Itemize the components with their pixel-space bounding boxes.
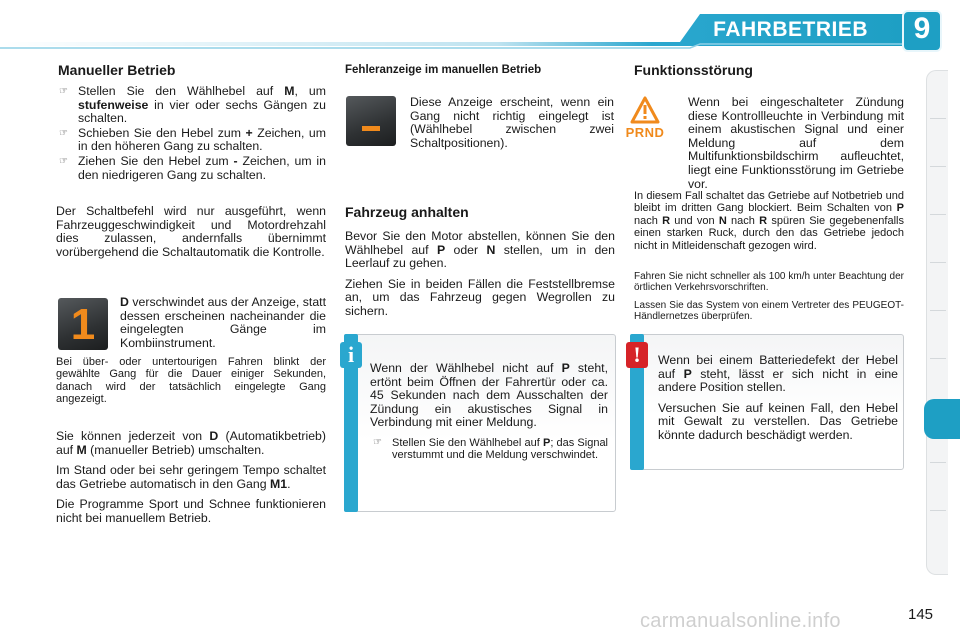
tab-divider: [930, 118, 946, 119]
pointing-hand-icon: ☞: [59, 155, 68, 167]
emergency-mode-text: In diesem Fall schaltet das Getriebe auf Notbetrieb und bleibt im dritten Gang blockiert. Beim Schalten von P nach R und von N nach R spüren Sie gegebenenfalls einen starken Ruck, durch den das Getriebe jedoch nicht in Mitleidenschaft gezogen wird.: [634, 190, 904, 252]
heading-stop-vehicle: Fahrzeug anhalten: [345, 204, 469, 220]
list-item: ☞ Schieben Sie den Hebel zum + Zeichen, um in den höheren Gang zu schalten.: [59, 125, 326, 154]
page-number: 145: [908, 606, 934, 623]
pointing-hand-icon: ☞: [59, 127, 68, 139]
info-panel-text: Wenn der Wählhebel nicht auf P steht, ertönt beim Öffnen der Fahrertür oder ca. 45 Sekunden nach dem Ausschalten der Zündung ein akustisches Signal in Verbindung mit einer Meldung. ☞ Stellen Sie den Wählhebel auf P; das Signal verstummt und die Meldung verschwindet.: [370, 361, 609, 462]
section-title: FAHRBETRIEB: [713, 18, 868, 41]
warning-icon: !: [626, 342, 648, 368]
list-item: ☞ Stellen Sie den Wählhebel auf P; das Signal verstummt und die Meldung verschwindet.: [373, 436, 609, 462]
speed-limit-note: Fahren Sie nicht schneller als 100 km/h unter Beachtung der örtlichen Verkehrsvorschriften.: [634, 271, 904, 294]
shift-command-paragraph: Der Schaltbefehl wird nur ausgeführt, wenn Fahrzeuggeschwindigkeit und Motordrehzahl dies zulassen, andernfalls übernimmt vorübergehend die Schaltautomatik die Kontrolle.: [56, 204, 326, 259]
tab-divider: [930, 310, 946, 311]
d-disappears-note: D verschwindet aus der Anzeige, statt dessen erscheinen nacheinander die eingelegten Gänge im Kombiinstrument.: [120, 295, 326, 350]
heading-fault-display: Fehleranzeige im manuellen Betrieb: [345, 64, 542, 76]
gear-fault-icon: [346, 96, 396, 146]
chapter-number: 9: [913, 12, 931, 45]
switch-modes-text: Sie können jederzeit von D (Automatikbetrieb) auf M (manueller Betrieb) umschalten. Im Stand oder bei sehr geringem Tempo schaltet das Getriebe automatisch in den Gang M1. Die Programme Sport und Schnee funktionieren nicht bei manuellem Betrieb.: [56, 429, 326, 525]
info-icon: i: [340, 342, 362, 368]
malfunction-text-lead: Wenn bei eingeschalteter Zündung diese Kontrollleuchte in Verbindung mit einem akustischen Signal und einer Meldung auf dem Multifunktionsbildschirm aufleuchtet, liegt eine Funktionsstörung im Getriebe vor.: [688, 95, 904, 191]
tab-divider: [930, 510, 946, 511]
rpm-blink-note: Bei über- oder untertourigen Fahren blinkt der gewählte Gang für die Dauer einiger Sekunden, danach wird der tatsächlich eingelegte Gang angezeigt.: [56, 356, 326, 406]
tab-divider: [930, 166, 946, 167]
heading-manual-mode: Manueller Betrieb: [58, 62, 176, 78]
heading-malfunction: Funktionsstörung: [634, 62, 753, 78]
chapter-tab-active[interactable]: [924, 399, 960, 439]
gear-indicator-icon: 1: [58, 298, 108, 350]
list-item: ☞ Ziehen Sie den Hebel zum - Zeichen, um in den niedrigeren Gang zu schalten.: [59, 153, 326, 182]
watermark: carmanualsonline.info: [640, 610, 841, 632]
tab-divider: [930, 462, 946, 463]
fault-display-text: Diese Anzeige erscheint, wenn ein Gang nicht richtig eingelegt ist (Wählhebel zwischen zwei Schaltpositionen).: [410, 95, 614, 150]
pointing-hand-icon: ☞: [59, 86, 68, 97]
pointing-hand-icon: ☞: [373, 436, 382, 448]
chapter-tab-strip: [926, 70, 948, 575]
gearbox-warning-icon: PRND: [614, 96, 676, 144]
dealer-check-note: Lassen Sie das System von einem Vertreter des PEUGEOT-Händlernetzes überprüfen.: [634, 300, 904, 323]
list-item: ☞ Stellen Sie den Wählhebel auf M, um stufenweise in vier oder sechs Gängen zu schalten.: [59, 84, 326, 126]
warning-panel-text: Wenn bei einem Batteriedefekt der Hebel auf P steht, lässt er sich nicht in eine andere Position stellen. Versuchen Sie auf keinen Fall, den Hebel mit Gewalt zu verstellen. Das Getriebe könnte dadurch beschädigt werden.: [658, 353, 898, 442]
manual-mode-instructions: [56, 85, 326, 183]
tab-divider: [930, 214, 946, 215]
tab-divider: [930, 262, 946, 263]
tab-divider: [930, 358, 946, 359]
stop-vehicle-text: Bevor Sie den Motor abstellen, können Sie den Wählhebel auf P oder N stellen, um in den Leerlauf zu gehen. Ziehen Sie in beiden Fällen die Feststellbremse an, um das Fahrzeug gegen Wegrollen zu sichern.: [345, 229, 615, 318]
